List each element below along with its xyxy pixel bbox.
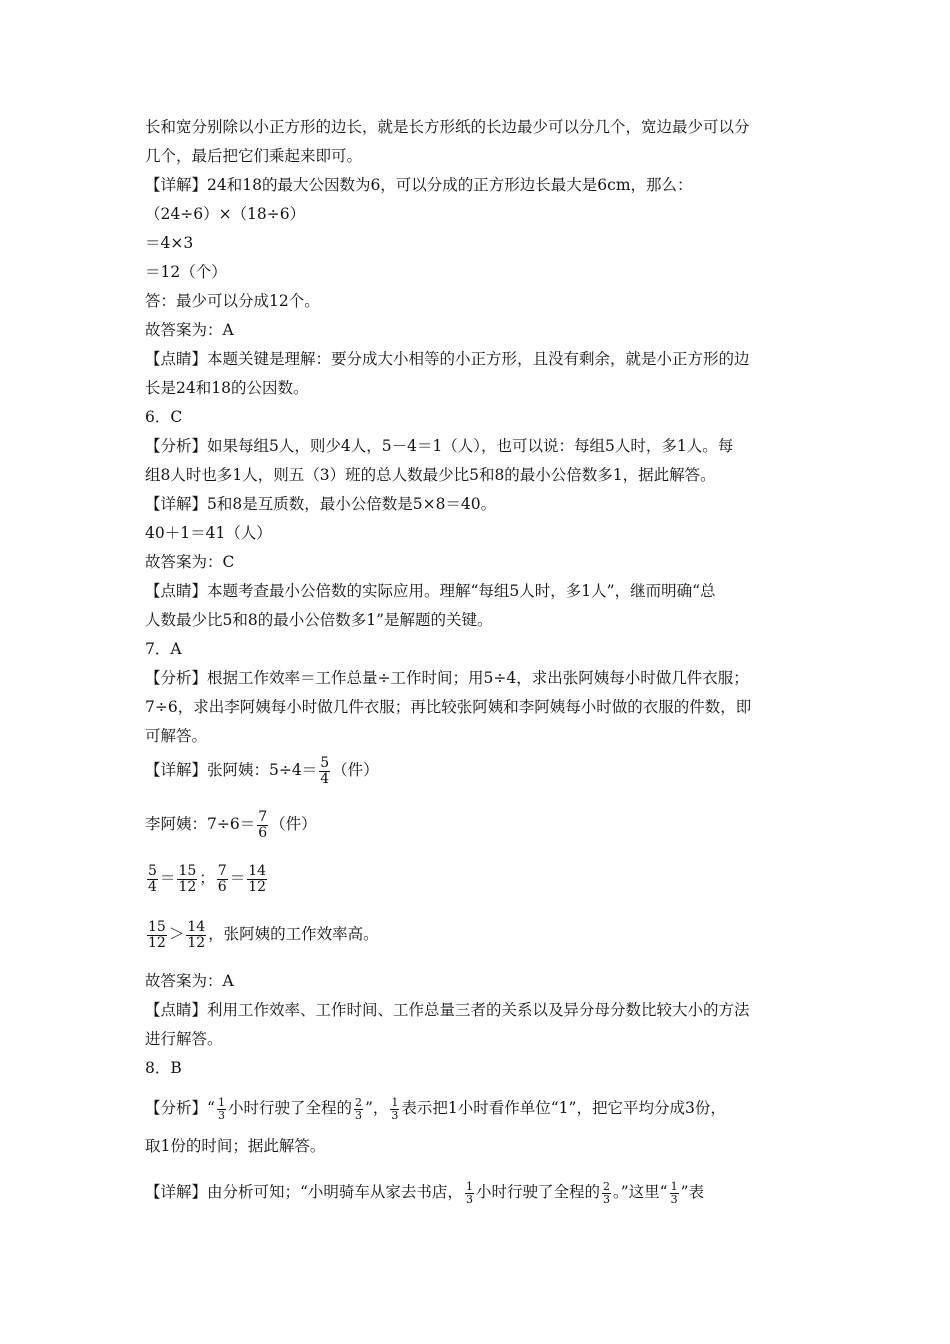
- fraction-denominator: 3: [465, 1192, 473, 1206]
- formula-line: [145, 1092, 825, 1124]
- text-span: 表示把1小时看作单位“1”，把它平均分成3份，: [401, 1099, 726, 1117]
- text-line: 【分析】根据工作效率＝工作总量÷工作时间；用5÷4，求出张阿姨每小时做几件衣服；: [145, 669, 749, 687]
- text-line: 40＋1＝41（人）: [145, 524, 272, 542]
- text-line: （24÷6）×（18÷6）: [145, 205, 306, 223]
- question-number: 8．B: [145, 1059, 182, 1077]
- text-line: 组8人时也多1人，则五（3）班的总人数最少比5和8的最小公倍数多1，据此解答。: [145, 466, 716, 484]
- fraction-numerator: 7: [217, 862, 227, 879]
- fraction-denominator: 12: [248, 878, 267, 895]
- greater-than-sign: ＞: [168, 925, 185, 943]
- fraction-numerator: 5: [148, 862, 157, 879]
- fraction-denominator: 12: [178, 878, 197, 895]
- text-line: ＝12（个）: [145, 263, 227, 281]
- formula-line: [145, 917, 825, 951]
- text-line: 进行解答。: [145, 1030, 223, 1048]
- fraction-numerator: 1: [465, 1179, 473, 1193]
- text-line: 取1份的时间；据此解答。: [145, 1137, 326, 1155]
- fraction-numerator: 14: [248, 862, 267, 879]
- text-line: 人数最少比5和8的最小公倍数多1”是解题的关键。: [145, 611, 493, 629]
- text-span: 【详解】由分析可知；“小明骑车从家去书店，: [145, 1183, 463, 1201]
- text-span: ”，: [364, 1099, 389, 1117]
- fraction-numerator: 15: [148, 918, 166, 935]
- text-line: 【详解】5和8是互质数，最小公倍数是5×8＝40。: [145, 495, 497, 513]
- fraction-numerator: 2: [354, 1095, 362, 1109]
- fraction-denominator: 6: [258, 824, 268, 841]
- text-line: 故答案为：A: [145, 972, 234, 990]
- text-line: 故答案为：A: [145, 321, 234, 339]
- text-line: 7÷6，求出李阿姨每小时做几件衣服；再比较张阿姨和李阿姨每小时做的衣服的件数，即: [145, 698, 752, 716]
- fraction-numerator: 1: [217, 1095, 225, 1109]
- fraction-denominator: 4: [320, 770, 330, 787]
- fraction-numerator: 14: [187, 918, 206, 935]
- text-line: 【点睛】本题考查最小公倍数的实际应用。理解“每组5人时，多1人”，继而明确“总: [145, 582, 716, 600]
- text-line: 可解答。: [145, 727, 208, 745]
- separator: ；: [199, 869, 215, 887]
- text-line: 故答案为：C: [145, 553, 235, 571]
- fraction-denominator: 3: [602, 1192, 610, 1206]
- fraction: [319, 756, 330, 787]
- text-line: 长和宽分别除以小正方形的边长，就是长方形纸的长边最少可以分几个，宽边最少可以分: [145, 118, 750, 136]
- text-span: （件）: [270, 815, 317, 833]
- fraction-denominator: 3: [391, 1108, 399, 1122]
- fraction-denominator: 4: [148, 878, 157, 895]
- text-span: 。”这里“: [612, 1183, 668, 1201]
- text-span: ，张阿姨的工作效率高。: [208, 925, 379, 943]
- fraction-denominator: 12: [187, 934, 206, 951]
- fraction: [465, 1181, 474, 1206]
- text-line: 【点睛】本题关键是理解：要分成大小相等的小正方形，且没有剩余，就是小正方形的边: [145, 350, 750, 368]
- text-line: 【分析】如果每组5人，则少4人，5－4＝1（人），也可以说：每组5人时，多1人。每: [145, 437, 734, 455]
- fraction: [147, 920, 167, 951]
- text-line: 答：最少可以分成12个。: [145, 292, 320, 310]
- formula-line: [145, 753, 825, 787]
- text-span: ”表: [680, 1183, 704, 1201]
- fraction: [602, 1181, 611, 1206]
- fraction-numerator: 15: [178, 862, 197, 879]
- fraction-numerator: 7: [258, 808, 268, 825]
- formula-line: [145, 807, 825, 841]
- fraction: [147, 864, 158, 895]
- formula-line: [145, 1176, 825, 1208]
- text-line: 【点睛】利用工作效率、工作时间、工作总量三者的关系以及异分母分数比较大小的方法: [145, 1001, 750, 1019]
- fraction-numerator: 5: [320, 754, 330, 771]
- question-number: 7．A: [145, 640, 182, 658]
- fraction-numerator: 1: [670, 1179, 678, 1193]
- fraction-denominator: 3: [670, 1192, 678, 1206]
- equals-sign: ＝: [229, 869, 246, 887]
- text-span: 小时行驶了全程的: [475, 1183, 600, 1201]
- text-line: 长是24和18的公因数。: [145, 379, 309, 397]
- equals-sign: ＝: [159, 869, 176, 887]
- text-span: 李阿姨：7÷6＝: [145, 815, 256, 833]
- fraction: [390, 1097, 399, 1122]
- text-span: 【分析】“: [145, 1099, 215, 1117]
- fraction: [186, 920, 206, 951]
- fraction: [257, 810, 268, 841]
- fraction: [217, 864, 228, 895]
- formula-line: [145, 861, 825, 895]
- fraction-numerator: 2: [602, 1179, 610, 1193]
- fraction-denominator: 12: [148, 934, 166, 951]
- text-line: 几个，最后把它们乘起来即可。: [145, 147, 363, 165]
- fraction: [177, 864, 197, 895]
- fraction-denominator: 6: [217, 878, 227, 895]
- fraction: [247, 864, 267, 895]
- fraction: [670, 1181, 679, 1206]
- fraction: [354, 1097, 363, 1122]
- text-span: 小时行驶了全程的: [227, 1099, 352, 1117]
- text-line: 【详解】24和18的最大公因数为6，可以分成的正方形边长最大是6cm，那么：: [145, 176, 693, 194]
- text-span: 【详解】张阿姨：5÷4＝: [145, 761, 318, 779]
- fraction-numerator: 1: [391, 1095, 399, 1109]
- text-span: （件）: [332, 761, 379, 779]
- fraction-denominator: 3: [217, 1108, 225, 1122]
- fraction-denominator: 3: [354, 1108, 362, 1122]
- text-line: ＝4×3: [145, 234, 194, 252]
- question-number: 6．C: [145, 408, 183, 426]
- fraction: [217, 1097, 226, 1122]
